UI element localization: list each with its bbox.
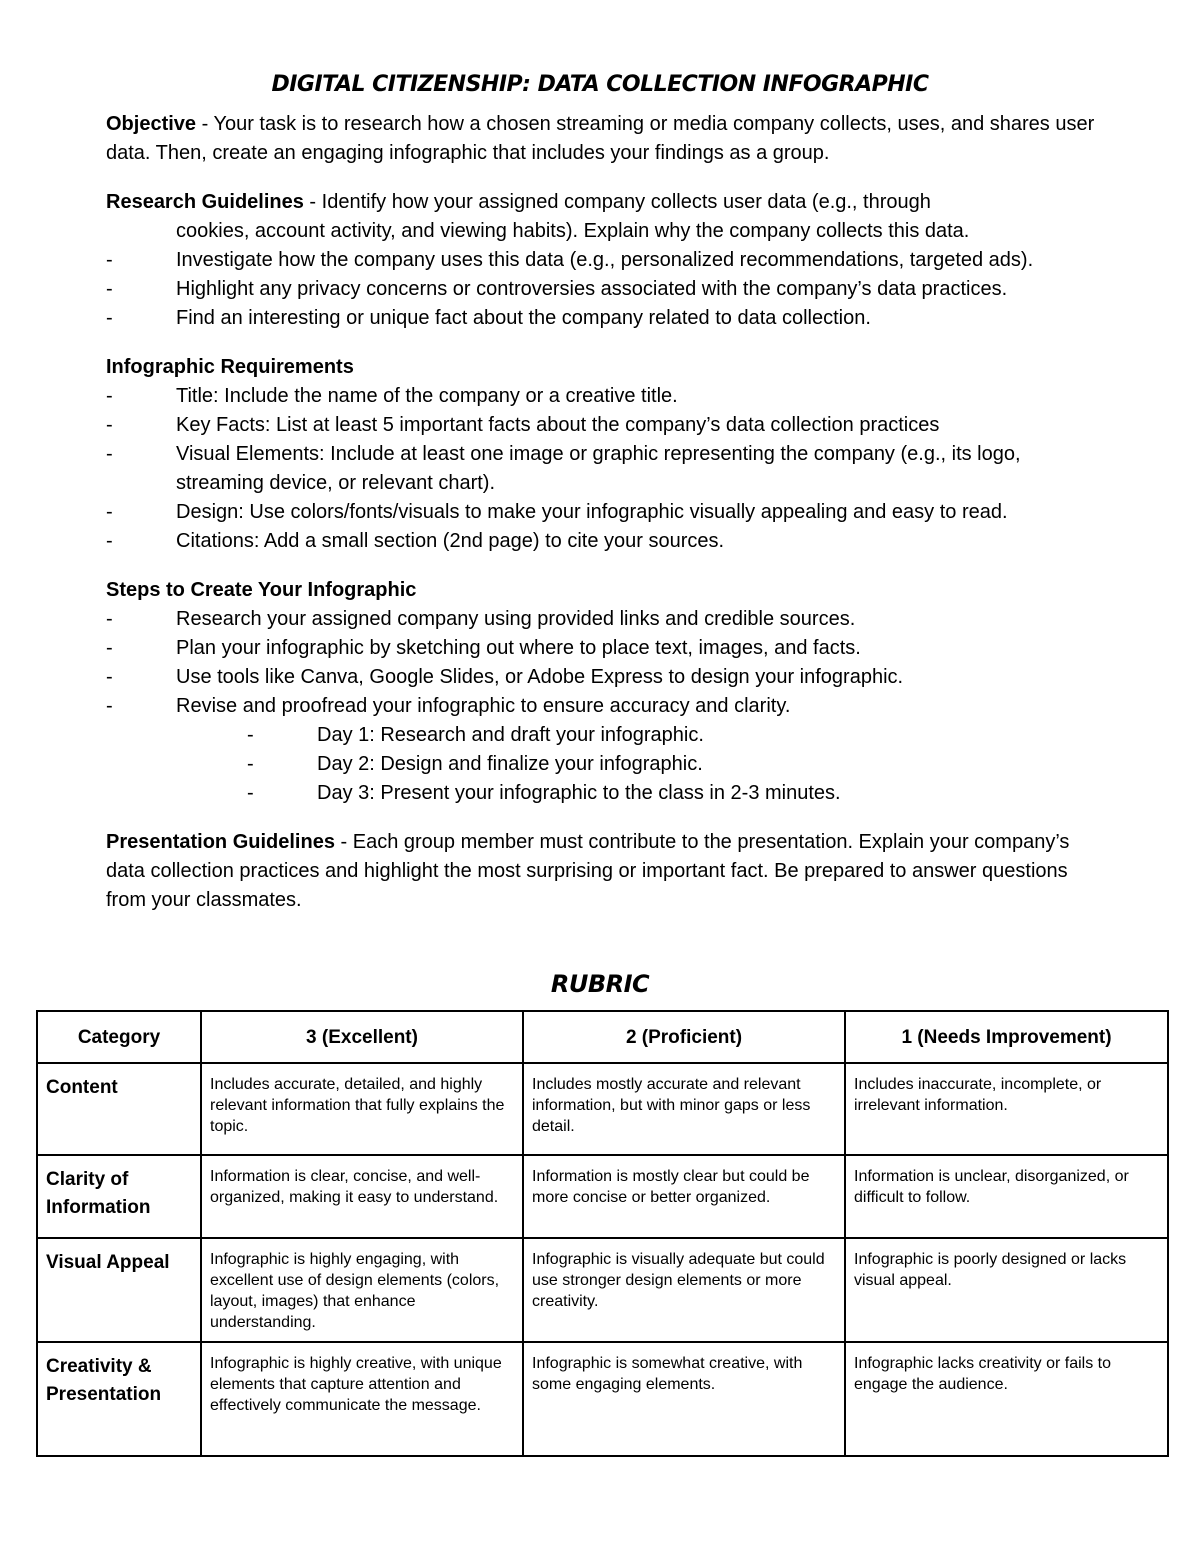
column-header: 3 (Excellent) — [201, 1011, 523, 1063]
document-title: DIGITAL CITIZENSHIP: DATA COLLECTION INFOGRAPHIC — [271, 72, 929, 97]
proficient-cell: Information is mostly clear but could be more concise or better organized. — [523, 1155, 845, 1238]
column-header: 1 (Needs Improvement) — [845, 1011, 1168, 1063]
table-row — [37, 1238, 1168, 1342]
proficient-cell: Includes mostly accurate and relevant information, but with minor gaps or less detail. — [523, 1063, 845, 1155]
table-row — [37, 1342, 1168, 1456]
list-item: - Plan your infographic by sketching out where to place text, images, and facts. — [106, 637, 861, 659]
list-item: - Investigate how the company uses this data (e.g., personalized recommendations, targeted ads). — [106, 249, 1034, 271]
steps-section — [106, 576, 1106, 808]
list-item: - Design: Use colors/fonts/visuals to make your infographic visually appealing and easy to read. — [106, 501, 1008, 523]
category-cell: Visual Appeal — [37, 1238, 201, 1342]
needs-improvement-cell: Information is unclear, disorganized, or difficult to follow. — [845, 1155, 1168, 1238]
column-header: Category — [37, 1011, 201, 1063]
rubric-title: RUBRIC — [550, 970, 650, 998]
research-section — [106, 188, 1106, 333]
rubric-table — [36, 1010, 1169, 1457]
infographic-heading: Infographic Requirements — [106, 356, 354, 378]
objective-heading: Objective — [106, 113, 197, 135]
needs-improvement-cell: Infographic is poorly designed or lacks visual appeal. — [845, 1238, 1168, 1342]
list-item: - Visual Elements: Include at least one image or graphic representing the company (e.g., its logo, streaming device, or relevant chart). — [106, 443, 1021, 494]
document-body — [106, 110, 1106, 935]
presentation-text: - Each group member must contribute to the presentation. Explain your company’s data collection practices and highlight the most surprising or important fact. Be prepared to answer questions from your classmates. — [106, 831, 1070, 911]
objective-text: - Your task is to research how a chosen streaming or media company collects, uses, and shares user data. Then, create an engaging infographic that includes your findings as a group. — [106, 113, 1095, 164]
day-item: - Day 2: Design and finalize your infographic. — [247, 753, 703, 775]
list-item: - Citations: Add a small section (2nd page) to cite your sources. — [106, 530, 725, 552]
rubric-header-row — [37, 1011, 1168, 1063]
category-cell: Clarity of Information — [37, 1155, 201, 1238]
list-item: - Highlight any privacy concerns or controversies associated with the company’s data practices. — [106, 278, 1008, 300]
list-item: - Use tools like Canva, Google Slides, or Adobe Express to design your infographic. — [106, 666, 904, 688]
category-cell: Content — [37, 1063, 201, 1155]
proficient-cell: Infographic is somewhat creative, with some engaging elements. — [523, 1342, 845, 1456]
research-intro-continued: cookies, account activity, and viewing habits). Explain why the company collects this data. — [176, 220, 970, 242]
excellent-cell: Information is clear, concise, and well-organized, making it easy to understand. — [201, 1155, 523, 1238]
research-heading: Research Guidelines — [106, 191, 304, 213]
list-item: - Research your assigned company using provided links and credible sources. — [106, 608, 856, 630]
column-header: 2 (Proficient) — [523, 1011, 845, 1063]
infographic-requirements-section — [106, 353, 1106, 556]
list-item: - Find an interesting or unique fact about the company related to data collection. — [106, 307, 871, 329]
steps-heading: Steps to Create Your Infographic — [106, 579, 417, 601]
excellent-cell: Infographic is highly engaging, with excellent use of design elements (colors, layout, images) that enhance understanding. — [201, 1238, 523, 1342]
table-row — [37, 1155, 1168, 1238]
excellent-cell: Infographic is highly creative, with unique elements that capture attention and effectively communicate the message. — [201, 1342, 523, 1456]
objective-section — [106, 110, 1106, 168]
day-item: - Day 1: Research and draft your infographic. — [247, 724, 704, 746]
presentation-section — [106, 828, 1106, 915]
presentation-heading: Presentation Guidelines — [106, 831, 335, 853]
needs-improvement-cell: Includes inaccurate, incomplete, or irrelevant information. — [845, 1063, 1168, 1155]
research-intro: - Identify how your assigned company collects user data (e.g., through — [303, 191, 931, 213]
list-item: - Title: Include the name of the company or a creative title. — [106, 385, 678, 407]
proficient-cell: Infographic is visually adequate but could use stronger design elements or more creativity. — [523, 1238, 845, 1342]
needs-improvement-cell: Infographic lacks creativity or fails to engage the audience. — [845, 1342, 1168, 1456]
list-item: - Key Facts: List at least 5 important facts about the company’s data collection practices — [106, 414, 940, 436]
category-cell: Creativity & Presentation — [37, 1342, 201, 1456]
excellent-cell: Includes accurate, detailed, and highly relevant information that fully explains the topic. — [201, 1063, 523, 1155]
list-item: - Revise and proofread your infographic to ensure accuracy and clarity. — [106, 695, 791, 717]
day-item: - Day 3: Present your infographic to the class in 2-3 minutes. — [247, 782, 841, 804]
table-row — [37, 1063, 1168, 1155]
